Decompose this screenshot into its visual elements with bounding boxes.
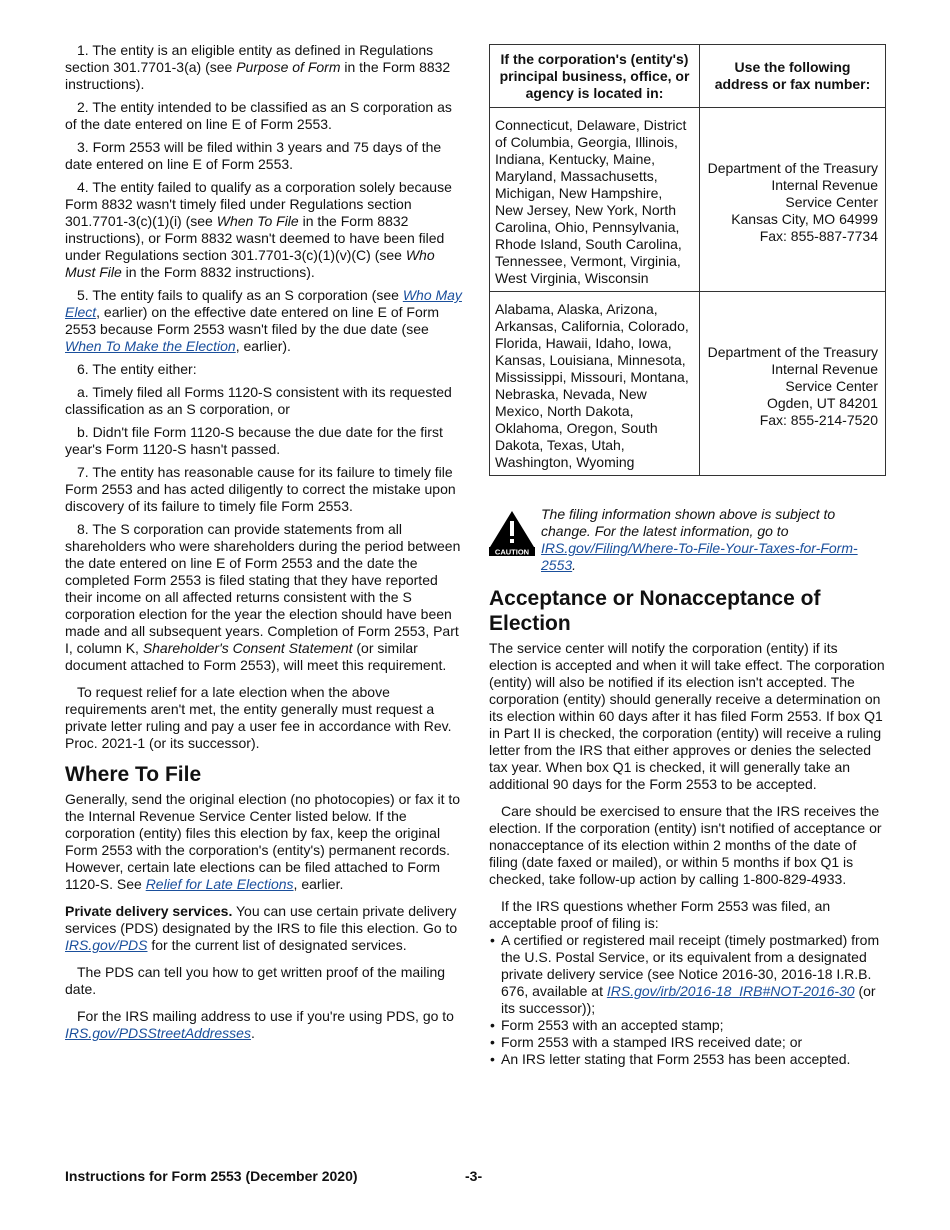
list-item: • Form 2553 with an accepted stamp;	[489, 1017, 886, 1034]
page-number: -3-	[465, 1168, 483, 1184]
when-to-make-election-link[interactable]: When To Make the Election	[65, 338, 236, 354]
address-cell: Department of the Treasury Internal Revenue Service Center Kansas City, MO 64999 Fax: 855-887-7734	[700, 108, 886, 292]
requirement-4: 4. The entity failed to qualify as a corporation solely because Form 8832 wasn't timely filed under Regulations section 301.7701-3(c)(1)(i) (see When To File in the Form 8832 instructions), or Form 8832 wasn't deemed to have been filed under Regulations section 301.7701-3(c)(1)(v)(C) (see Who Must File in the Form 8832 instructions).	[65, 179, 452, 280]
page-footer	[65, 1168, 887, 1184]
requirement-6b: b. Didn't file Form 1120-S because the due date for the first year's Form 1120-S hasn't passed.	[65, 424, 443, 457]
requirement-8: 8. The S corporation can provide statements from all shareholders who were shareholders during the period between the date entered on line E of Form 2553 and the date the completed Form 2553 is filed stating that they have reported their income on all affected returns consistent with the S corporation election for the year the election should have been made and all subsequent years. Completion of Form 2553, Part I, column K, Shareholder's Consent Statement (or similar document attached to Form 2553), will meet this requirement.	[65, 521, 461, 673]
where-to-file-link[interactable]: IRS.gov/Filing/Where-To-File-Your-Taxes-for-Form-2553	[541, 540, 858, 573]
requirement-2: 2. The entity intended to be classified as an S corporation as of the date entered on line E of Form 2553.	[65, 99, 452, 132]
caution-note	[489, 506, 886, 574]
states-cell: Connecticut, Delaware, District of Columbia, Georgia, Illinois, Indiana, Kentucky, Maine, Maryland, Massachusetts, Michigan, New Hampshire, New Jersey, New York, North Carolina, Ohio, Pennsylvania, Rhode Island, South Carolina, Tennessee, Vermont, Virginia, West Virginia, Wisconsin	[490, 108, 700, 292]
pds-address-paragraph: For the IRS mailing address to use if you're using PDS, go to IRS.gov/PDSStreetAddresses.	[65, 1008, 454, 1041]
irs-pds-street-addresses-link[interactable]: IRS.gov/PDSStreetAddresses	[65, 1025, 251, 1041]
address-column-header: Use the following address or fax number:	[700, 45, 886, 108]
address-cell: Department of the Treasury Internal Revenue Service Center Ogden, UT 84201 Fax: 855-214-7520	[700, 292, 886, 476]
acceptance-heading: Acceptance or Nonacceptance of Election	[489, 587, 821, 635]
requirement-6a: a. Timely filed all Forms 1120-S consistent with its requested classification as an S corporation, or	[65, 384, 452, 417]
list-item: • A certified or registered mail receipt (timely postmarked) from the U.S. Postal Service, or its equivalent from a designated private delivery service (see Notice 2016-30, 2016-18 I.R.B. 676, available at IRS.gov/irb/2016-18_IRB#NOT-2016-30 (or its successor));	[489, 932, 886, 1017]
footer-title: Instructions for Form 2553 (December 2020)	[65, 1168, 358, 1184]
table-row	[490, 292, 886, 476]
location-column-header: If the corporation's (entity's) principal business, office, or agency is located in:	[490, 45, 700, 108]
irb-notice-link[interactable]: IRS.gov/irb/2016-18_IRB#NOT-2016-30	[606, 983, 855, 999]
where-to-file-paragraph: Generally, send the original election (no photocopies) or fax it to the Internal Revenue Service Center listed below. If the corporation (entity) files this election by fax, keep the original Form 2553 with the corporation's (entity's) permanent records. However, certain late elections can be filed attached to Form 1120-S. See Relief for Late Elections, earlier.	[65, 791, 461, 892]
requirement-7: 7. The entity has reasonable cause for its failure to timely file Form 2553 and has acted diligently to correct the mistake upon discovery of its failure to timely file Form 2553.	[65, 464, 456, 514]
where-to-file-heading: Where To File	[65, 763, 202, 786]
relief-paragraph: To request relief for a late election when the above requirements aren't met, the entity generally must request a private letter ruling and pay a user fee in accordance with Rev. Proc. 2021-1 (or its successor).	[65, 684, 452, 751]
table-row	[490, 108, 886, 292]
proof-of-filing-list	[489, 932, 886, 1068]
requirement-6: 6. The entity either:	[77, 361, 197, 377]
right-column	[489, 42, 886, 1068]
acceptance-paragraph-2: Care should be exercised to ensure that the IRS receives the election. If the corporation (entity) isn't notified of acceptance or nonacceptance of its election within 2 months of the date of filing (date faxed or mailed), or within 5 months if box Q1 is checked, take follow-up action by calling 1-800-829-4933.	[489, 803, 882, 887]
who-may-elect-link[interactable]: Who May Elect	[65, 287, 462, 320]
states-cell: Alabama, Alaska, Arizona, Arkansas, California, Colorado, Florida, Hawaii, Idaho, Iowa, Kansas, Louisiana, Minnesota, Mississippi, Missouri, Montana, Nebraska, Nevada, New Mexico, North Dakota, Oklahoma, Oregon, South Dakota, Texas, Utah, Washington, Wyoming	[490, 292, 700, 476]
pds-paragraph: Private delivery services. You can use certain private delivery services (PDS) designated by the IRS to file this election. Go to IRS.gov/PDS for the current list of designated services.	[65, 903, 458, 953]
relief-late-elections-link[interactable]: Relief for Late Elections	[145, 876, 294, 892]
svg-text:CAUTION: CAUTION	[494, 547, 530, 556]
left-column	[65, 42, 462, 1042]
list-item: • Form 2553 with a stamped IRS received date; or	[489, 1034, 886, 1051]
irs-pds-link[interactable]: IRS.gov/PDS	[65, 937, 148, 953]
where-to-file-table	[489, 44, 886, 476]
acceptance-paragraph-3: If the IRS questions whether Form 2553 was filed, an acceptable proof of filing is:	[489, 898, 831, 931]
list-item: • An IRS letter stating that Form 2553 has been accepted.	[489, 1051, 886, 1068]
requirement-3: 3. Form 2553 will be filed within 3 years and 75 days of the date entered on line E of Form 2553.	[65, 139, 442, 172]
acceptance-paragraph-1: The service center will notify the corporation (entity) if its election is accepted and when it will take effect. The corporation (entity) will also be notified if its election isn't accepted. The corporation (entity) should generally receive a determination on its election within 60 days after it has filed Form 2553. If box Q1 in Part II is checked, the corporation (entity) will receive a ruling letter from the IRS that either approves or denies the selected tax year. When box Q1 is checked, it will generally take an additional 90 days for the Form 2553 to be accepted.	[489, 640, 885, 792]
requirement-5: 5. The entity fails to qualify as an S corporation (see Who May Elect, earlier) on the effective date entered on line E of Form 2553 because Form 2553 wasn't filed by the due date (see When To Make the Election, earlier).	[65, 287, 462, 354]
pds-proof-paragraph: The PDS can tell you how to get written proof of the mailing date.	[65, 964, 446, 997]
requirement-1: 1. The entity is an eligible entity as defined in Regulations section 301.7701-3(a) (see Purpose of Form in the Form 8832 instructions).	[65, 42, 451, 92]
caution-icon	[489, 510, 535, 556]
table-header-row	[490, 45, 886, 108]
caution-text: The filing information shown above is subject to change. For the latest information, go to IRS.gov/Filing/Where-To-File-Your-Taxes-for-Form-2553.	[541, 506, 858, 573]
